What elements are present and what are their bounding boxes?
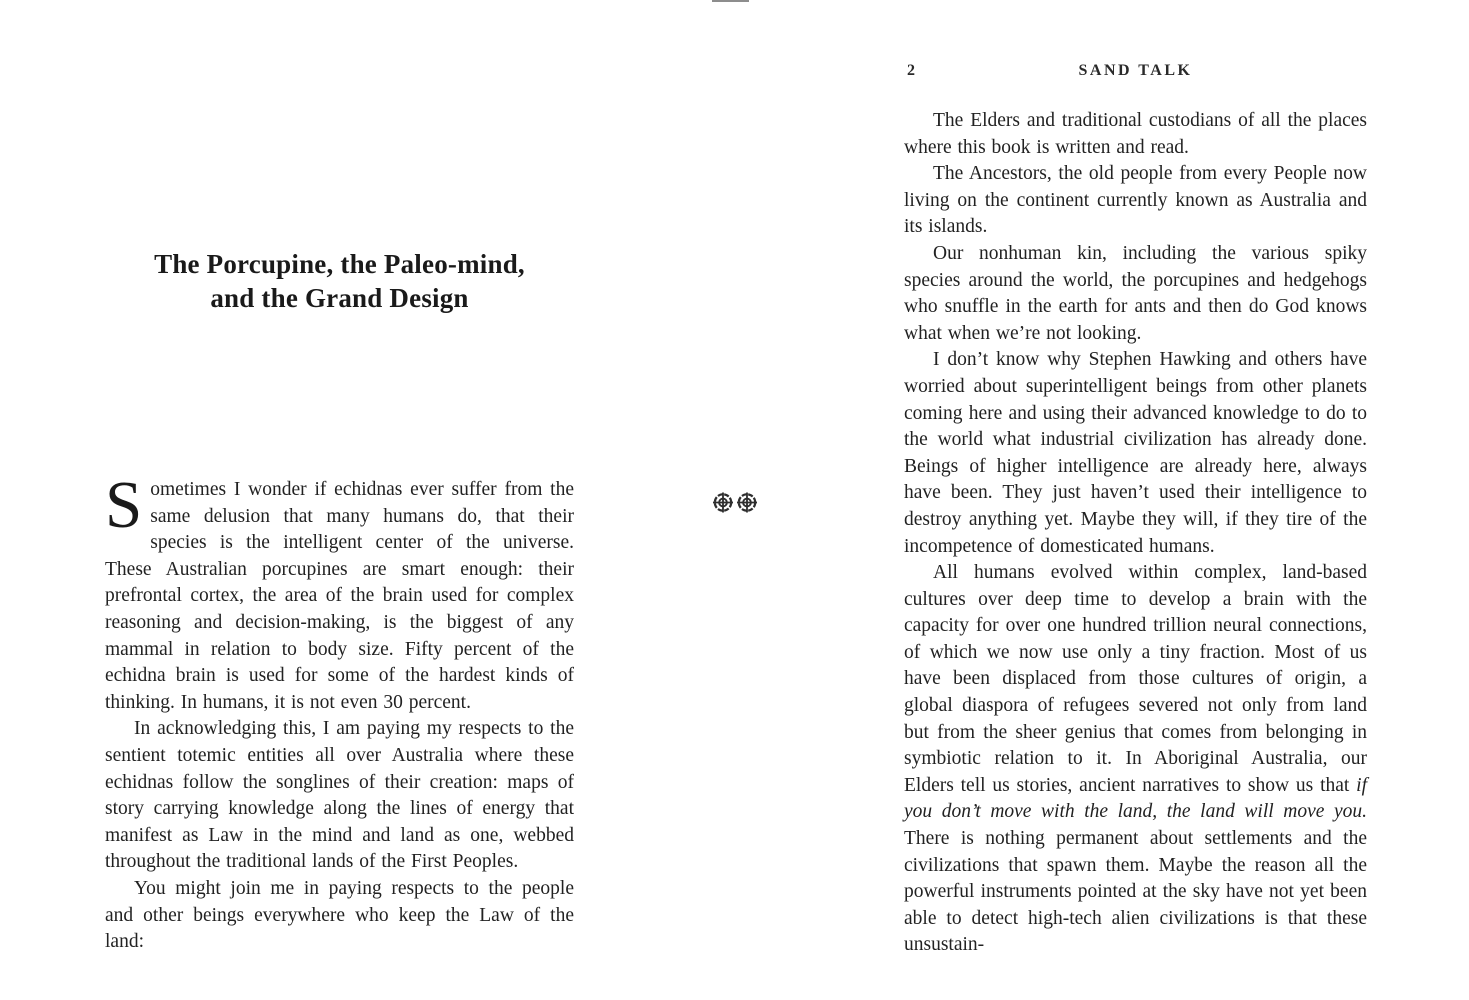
paragraph: The Ancestors, the old people from every People now living on the continent currently known as Australia and its islands. xyxy=(904,163,1367,238)
paragraph: You might join me in paying respects to the people and other beings everywhere who keep the Law of the land: xyxy=(105,877,574,953)
drop-cap: S xyxy=(105,468,143,542)
paragraph-text: There is nothing permanent about settlements and the civilizations that spawn them. Maybe the reason all the powerful instruments pointed at the sky have not yet been able to detect high-tech alien civilizations is that these unsustain- xyxy=(904,828,1367,956)
chapter-title xyxy=(105,247,574,315)
paragraph: The Elders and traditional custodians of all the places where this book is written and read. xyxy=(904,110,1367,158)
paragraph xyxy=(105,468,574,716)
left-page xyxy=(105,0,574,1000)
paragraph: I don’t know why Stephen Hawking and others have worried about superintelligent beings from other planets coming here and using their advanced knowledge to do to the world what industrial civilization has already done. Beings of higher intelligence are already here, always have been. They just haven’t used their intelligence to destroy anything yet. Maybe they will, if they tire of the incompetence of domesticated humans. xyxy=(904,349,1367,557)
paragraph: Our nonhuman kin, including the various spiky species around the world, the porcupines and hedgehogs who snuffle in the earth for ants and then do God knows what when we’re not looking. xyxy=(904,242,1367,344)
chapter-title-line-1: The Porcupine, the Paleo-mind, xyxy=(154,249,525,279)
target-ornament-icon xyxy=(737,492,757,513)
page-number: 2 xyxy=(907,62,915,79)
paragraph-text: All humans evolved within complex, land-based cultures over deep time to develop a brain with the capacity for over one hundred trillion neural connections, of which we now use only a tiny fraction. Most of us have been displaced from those cultures of origin, a global diaspora of refugees severed not only from land but from the sheer genius that comes from belonging in symbiotic relation to it. In Aboriginal Australia, our Elders tell us stories, ancient narratives to show us that xyxy=(904,562,1367,796)
top-crop-mark xyxy=(712,0,749,2)
left-page-body xyxy=(105,468,574,956)
right-page xyxy=(904,0,1367,1000)
right-page-body xyxy=(904,108,1367,959)
paragraph xyxy=(904,560,1367,959)
gutter-ornament xyxy=(713,492,757,513)
paragraph-text: ometimes I wonder if echidnas ever suffer from the same delusion that many humans do, that their species is the intelligent center of the universe. These Australian porcupines are smart enough: their prefrontal cortex, the area of the brain used for complex reasoning and decision-making, is the biggest of any mammal in relation to body size. Fifty percent of the echidna brain is used for some of the hardest kinds of thinking. In humans, it is not even 30 percent. xyxy=(105,479,574,713)
running-head xyxy=(904,62,1367,84)
chapter-title-line-2: and the Grand Design xyxy=(210,283,469,313)
italic-phrase: if you don’t move with the land, the land will move you. xyxy=(904,774,1367,823)
paragraph: In acknowledging this, I am paying my respects to the sentient totemic entities all over Australia where these echidnas follow the songlines of their creation: maps of story carrying knowledge along the lines of energy that manifest as Law in the mind and land as one, webbed throughout the traditional lands of the First Peoples. xyxy=(105,718,574,873)
target-ornament-icon xyxy=(713,492,733,513)
running-head-title: SAND TALK xyxy=(1078,62,1193,79)
